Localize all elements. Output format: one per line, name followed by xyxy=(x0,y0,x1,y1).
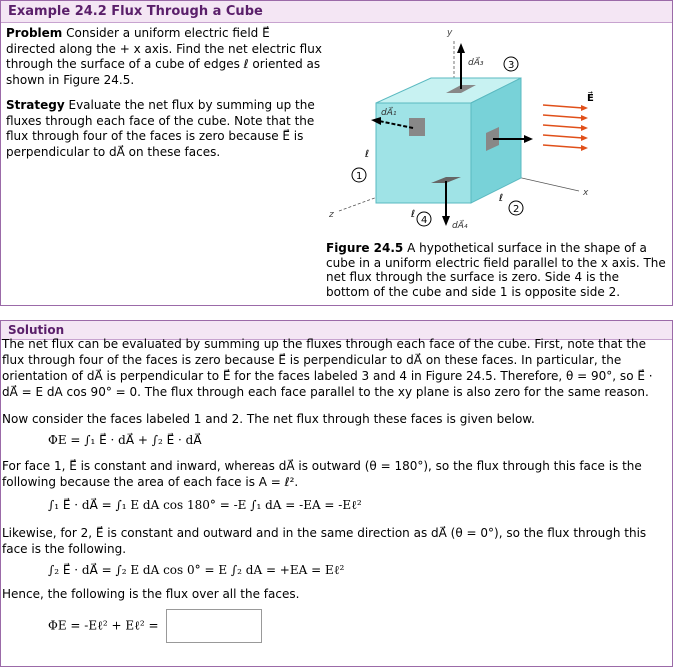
solution-paragraph-1: The net flux can be evaluated by summing up the fluxes through each face of the cube. First, note that the flux through four of the faces is zero because E⃗ is perpendicular to dA⃗ on these faces. In particular, the orientation of dA⃗ is perpendicular to E⃗ for the faces labeled 3 and 4 in Figure 24.5. Therefore, θ = 90°, so E⃗ · dA⃗ = E dA cos 90° = 0. The flux through each face parallel to the xy plane is also zero for the same reason. xyxy=(2,337,653,399)
figure-caption xyxy=(326,241,666,299)
problem-label: Problem xyxy=(6,26,63,40)
z-axis-label: z xyxy=(329,210,334,220)
strategy-label: Strategy xyxy=(6,98,65,112)
dA4-label: dA⃗₄ xyxy=(452,221,468,231)
svg-text:4: 4 xyxy=(421,215,428,226)
example-title: Example 24.2 Flux Through a Cube xyxy=(1,1,672,23)
edge-length-bottom: ℓ xyxy=(411,209,416,220)
edge-length-right: ℓ xyxy=(499,193,504,204)
dA1-label: dA⃗₁ xyxy=(381,108,397,118)
strategy-paragraph xyxy=(6,98,322,160)
x-axis-label: x xyxy=(583,188,589,198)
electric-field-lines xyxy=(543,105,583,148)
solution-paragraph-4: Likewise, for 2, E⃗ is constant and outward and in the same direction as dA⃗ (θ = 0°), so the flux through this face is the following. xyxy=(2,526,647,556)
face-marker-4 xyxy=(417,212,431,226)
edge-length-left: ℓ xyxy=(365,149,370,160)
solution-paragraph-2: Now consider the faces labeled 1 and 2. The net flux through these faces is given below. xyxy=(2,412,535,426)
problem-text: Consider a uniform electric field E⃗ directed along the + x axis. Find the net electric flux through the surface of a cube of edges ℓ oriented as shown in Figure 24.5. xyxy=(6,26,322,87)
solution-paragraph-3: For face 1, E⃗ is constant and inward, whereas dA⃗ is outward (θ = 180°), so the flux through this face is the following because the area of each face is A = ℓ². xyxy=(2,459,642,489)
svg-text:2: 2 xyxy=(513,204,520,215)
cube-figure xyxy=(321,23,611,243)
field-label: E⃗ xyxy=(587,93,594,104)
dA2-label: dA⃗₂ xyxy=(523,156,539,166)
solution-paragraph-5: Hence, the following is the flux over all the faces. xyxy=(2,587,300,601)
svg-text:1: 1 xyxy=(356,171,363,182)
svg-text:3: 3 xyxy=(508,60,515,71)
figure-caption-label: Figure 24.5 xyxy=(326,241,404,255)
figure-caption-text: A hypothetical surface in the shape of a cube in a uniform electric field parallel to the x axis. The net flux through the surface is zero. Side 4 is the bottom of the cube and side 1 is opposite side 2. xyxy=(326,241,666,299)
equation-face-2: ∫₂ E⃗ · dA⃗ = ∫₂ E dA cos 0° = E ∫₂ dA = +EA = Eℓ² xyxy=(48,563,345,577)
dA3-label: dA⃗₃ xyxy=(468,58,484,68)
solution-title: Solution xyxy=(1,321,672,340)
problem-paragraph xyxy=(6,26,322,88)
equation-total xyxy=(48,609,262,643)
example-box xyxy=(0,0,673,306)
strategy-text: Evaluate the net flux by summing up the fluxes through each face of the cube. Note that the flux through four of the faces is zero because E⃗ is perpendicular to dA⃗ on these faces. xyxy=(6,98,315,159)
equation-face-1: ∫₁ E⃗ · dA⃗ = ∫₁ E dA cos 180° = -E ∫₁ dA = -EA = -Eℓ² xyxy=(48,498,362,512)
answer-input[interactable] xyxy=(166,609,262,643)
face-marker-1 xyxy=(352,168,366,182)
face-marker-3 xyxy=(504,57,518,71)
equation-net-flux: ΦE = ∫₁ E⃗ · dA⃗ + ∫₂ E⃗ · dA⃗ xyxy=(48,433,202,447)
face-marker-2 xyxy=(509,201,523,215)
equation-total-text: ΦE = -Eℓ² + Eℓ² = xyxy=(48,618,159,633)
y-axis-label: y xyxy=(447,28,453,38)
